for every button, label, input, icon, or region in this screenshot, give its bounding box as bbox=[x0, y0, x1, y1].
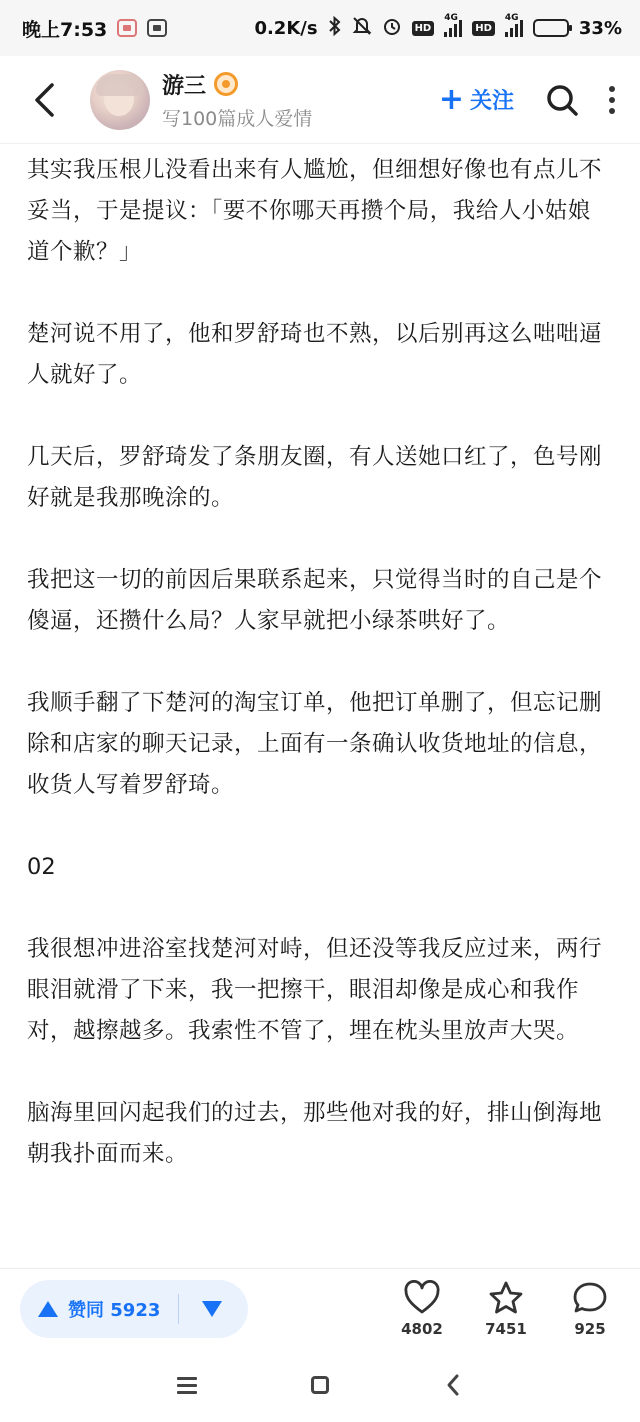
stats bbox=[394, 1280, 618, 1338]
downvote-triangle-icon bbox=[202, 1301, 222, 1317]
downvote-button[interactable] bbox=[197, 1289, 227, 1329]
system-nav-bar bbox=[0, 1348, 640, 1422]
vote-divider bbox=[178, 1294, 179, 1324]
upvote-button[interactable] bbox=[38, 1296, 160, 1322]
vote-pill bbox=[20, 1280, 248, 1338]
comment-count: 925 bbox=[574, 1319, 606, 1338]
back-arrow-icon[interactable] bbox=[26, 82, 62, 118]
plus-icon: + bbox=[438, 81, 464, 117]
network-type-label: 4G bbox=[444, 13, 458, 23]
battery-percent: 33% bbox=[578, 17, 622, 39]
bluetooth-icon bbox=[328, 16, 342, 40]
search-icon[interactable] bbox=[544, 82, 580, 118]
paragraph: 我很想冲进浴室找楚河对峙，但还没等我反应过来，两行眼泪就滑了下来，我一把擦干，眼泪却像是成心和我作对，越擦越多。我索性不管了，埋在枕头里放声大哭。 bbox=[27, 936, 603, 1044]
notification-app-icon-2 bbox=[147, 19, 167, 37]
follow-label: 关注 bbox=[469, 89, 514, 114]
avatar[interactable] bbox=[90, 70, 150, 130]
status-right bbox=[254, 13, 622, 40]
status-time: 晚上7:53 bbox=[22, 18, 108, 41]
menu-nav-button[interactable] bbox=[167, 1365, 207, 1405]
heart-icon bbox=[403, 1280, 441, 1316]
home-nav-button[interactable] bbox=[300, 1365, 340, 1405]
mute-bell-icon bbox=[352, 16, 372, 40]
hd-badge: HD bbox=[412, 21, 435, 36]
signal-icon bbox=[444, 13, 462, 37]
paragraph: 我顺手翻了下楚河的淘宝订单，他把订单删了，但忘记删除和店家的聊天记录，上面有一条确认收货地址的信息，收货人写着罗舒琦。 bbox=[27, 690, 603, 798]
favorite-button[interactable] bbox=[478, 1280, 534, 1338]
comment-bubble-icon bbox=[571, 1280, 609, 1316]
chevron-left-icon bbox=[445, 1373, 461, 1397]
comment-button[interactable] bbox=[562, 1280, 618, 1338]
article-content bbox=[27, 150, 613, 1265]
paragraph: 几天后，罗舒琦发了条朋友圈，有人送她口红了，色号刚好就是我那晚涂的。 bbox=[27, 444, 603, 511]
paragraph: 其实我压根儿没看出来有人尴尬，但细想好像也有点儿不妥当，于是提议：「要不你哪天再攒个局，我给人小姑娘道个歉？」 bbox=[27, 157, 603, 265]
favorite-count: 7451 bbox=[485, 1319, 527, 1338]
like-button[interactable] bbox=[394, 1280, 450, 1338]
app-header bbox=[0, 56, 640, 144]
hd-badge-2: HD bbox=[472, 21, 495, 36]
author-badge-icon bbox=[214, 72, 238, 96]
more-vertical-icon[interactable] bbox=[602, 82, 622, 118]
status-left bbox=[22, 15, 167, 42]
upvote-label: 赞同 5923 bbox=[68, 1299, 161, 1321]
upvote-triangle-icon bbox=[38, 1301, 58, 1317]
section-number: 02 bbox=[27, 854, 56, 880]
paragraph: 楚河说不用了，他和罗舒琦也不熟，以后别再这么咄咄逼人就好了。 bbox=[27, 321, 603, 388]
paragraph: 我把这一切的前因后果联系起来，只觉得当时的自己是个傻逼，还攒什么局？人家早就把小绿茶哄好了。 bbox=[27, 567, 603, 634]
signal-icon-2 bbox=[504, 13, 523, 37]
alarm-clock-icon bbox=[382, 16, 402, 40]
author-name: 游三 bbox=[162, 73, 207, 99]
like-count: 4802 bbox=[401, 1319, 443, 1338]
home-square-icon bbox=[311, 1376, 329, 1394]
network-speed: 0.2K/s bbox=[254, 17, 318, 39]
paragraph: 脑海里回闪起我们的过去，那些他对我的好，排山倒海地朝我扑面而来。 bbox=[27, 1100, 603, 1167]
network-type-label-2: 4G bbox=[504, 13, 519, 23]
battery-icon bbox=[533, 19, 569, 37]
author-description: 写100篇成人爱情 bbox=[162, 107, 313, 130]
action-bar bbox=[0, 1268, 640, 1348]
menu-icon bbox=[177, 1377, 197, 1394]
notification-app-icon bbox=[117, 19, 137, 37]
follow-button[interactable] bbox=[438, 81, 514, 117]
back-nav-button[interactable] bbox=[433, 1365, 473, 1405]
star-icon bbox=[487, 1280, 525, 1316]
author-name-row bbox=[162, 69, 312, 100]
status-bar bbox=[0, 0, 640, 56]
author-info[interactable] bbox=[162, 69, 312, 131]
